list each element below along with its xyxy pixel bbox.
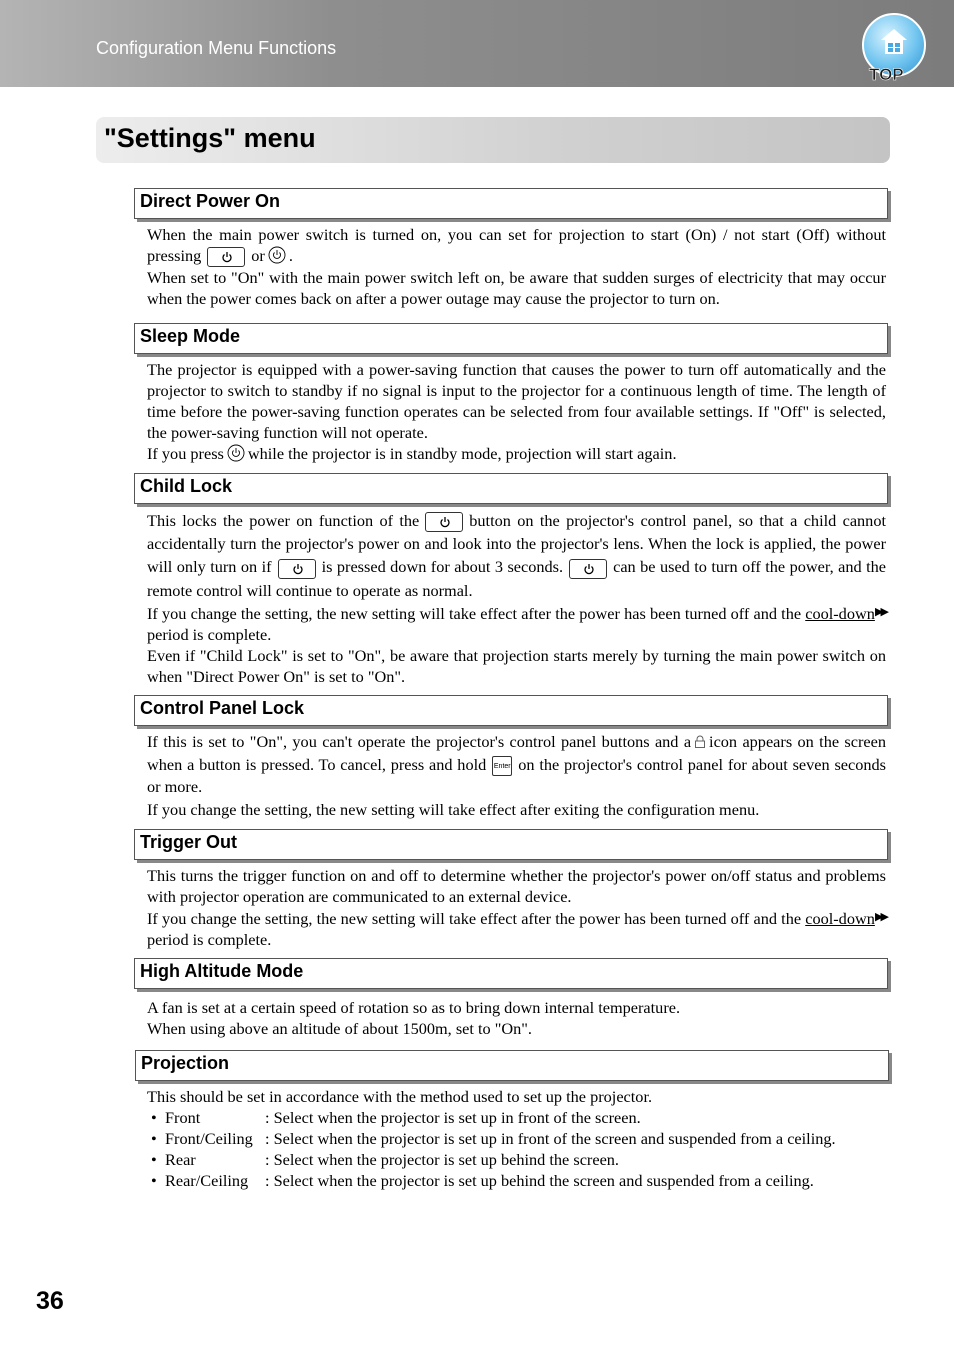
link-arrow-icon: ▶▶: [874, 911, 886, 923]
section-title: Child Lock: [140, 476, 233, 496]
option-label: Front/Ceiling: [165, 1129, 253, 1148]
section-header-control-panel-lock: [134, 695, 888, 726]
text: If you change the setting, the new setting will take effect after the power has been turned off and the: [147, 909, 802, 928]
section-title: Projection: [141, 1053, 230, 1073]
section-header-direct-power-on: [134, 188, 888, 219]
enter-button-icon: Enter: [492, 756, 512, 776]
section-header-trigger-out: [134, 829, 888, 860]
option-label: Front: [165, 1108, 201, 1127]
paragraph: When set to "On" with the main power switch left on, be aware that sudden surges of electricity that may occur when the power comes back on after a power outage may cause the projector to turn on.: [147, 268, 886, 309]
section-body-direct-power-on: [147, 224, 886, 309]
section-body-sleep-mode: [147, 359, 886, 464]
paragraph: When using above an altitude of about 1500m, set to "On".: [147, 1019, 532, 1038]
paragraph: Even if "Child Lock" is set to "On", be aware that projection starts merely by turning the main power switch on when "Direct Power On" is set to "On".: [147, 645, 886, 686]
text: This locks the power on function of the: [147, 511, 420, 530]
paragraph: The projector is equipped with a power-saving function that causes the power to turn off automatically and the projector to switch to standby if no signal is input to the projector for a continuous length of time. The length of time before the power-saving function operates can be selected from four available settings. If "Off" is selected, the power-saving function will not operate.: [147, 360, 886, 442]
projection-options-list: [151, 1107, 836, 1191]
section-title: High Altitude Mode: [140, 961, 304, 981]
paragraph: [147, 443, 886, 464]
text: period is complete.: [147, 624, 272, 644]
section-title: Trigger Out: [140, 832, 238, 852]
text: can be used to turn off the power, and the remote control will continue to operate as normal.: [147, 557, 886, 600]
text: button on the projector's control panel, so that a child cannot accidentally turn the projector's power on and look into the projector's lens. When the lock is applied, the power will only turn on if: [147, 511, 886, 577]
section-body-projection: [147, 1086, 886, 1107]
paragraph: [147, 907, 886, 950]
page-number: 36: [36, 1287, 64, 1315]
text: or: [251, 246, 265, 265]
paragraph: [147, 509, 886, 602]
list-item: [151, 1128, 836, 1149]
paragraph: [147, 602, 886, 645]
header-title: Configuration Menu Functions: [96, 38, 337, 58]
remote-power-icon: [268, 246, 286, 264]
section-title: Sleep Mode: [140, 326, 241, 346]
paragraph: [147, 731, 886, 799]
bullet: •: [151, 1150, 157, 1169]
top-label: TOP: [869, 65, 904, 84]
glossary-link-cool-down[interactable]: cool-down: [805, 603, 875, 623]
text: while the projector is in standby mode, projection will start again.: [247, 444, 677, 463]
text: If this is set to "On", you can't operate the projector's control panel buttons and a: [147, 732, 692, 751]
paragraph: A fan is set at a certain speed of rotation so as to bring down internal temperature.: [147, 998, 681, 1017]
text: If you change the setting, the new setting will take effect after the power has been turned off and the: [147, 603, 802, 623]
bullet: •: [151, 1129, 157, 1148]
text: period is complete.: [147, 930, 272, 949]
link-arrow-icon: ▶▶: [874, 605, 886, 618]
paragraph: This turns the trigger function on and off to determine whether the projector's power on/off status and problems with projector operation are communicated to an external device.: [147, 866, 886, 906]
text: If you press: [147, 444, 224, 463]
option-description: : Select when the projector is set up in front of the screen and suspended from a ceiling.: [265, 1129, 836, 1148]
paragraph: This should be set in accordance with the method used to set up the projector.: [147, 1087, 653, 1106]
section-header-projection: [135, 1050, 889, 1081]
option-description: : Select when the projector is set up behind the screen.: [265, 1150, 620, 1169]
section-title: Direct Power On: [140, 191, 281, 211]
remote-power-icon: [227, 444, 245, 462]
option-label: Rear: [165, 1150, 196, 1169]
text: icon appears on the screen when a button is pressed. To cancel, press and hold: [147, 732, 886, 774]
top-button[interactable]: [861, 13, 927, 83]
section-header-child-lock: [134, 473, 888, 504]
power-button-icon: [569, 559, 607, 579]
text: .: [288, 246, 293, 265]
menu-title-bar: [96, 117, 890, 163]
bullet: •: [151, 1171, 157, 1190]
section-body-child-lock: [147, 509, 886, 687]
section-title: Control Panel Lock: [140, 698, 305, 718]
section-header-high-altitude-mode: [134, 958, 888, 989]
bullet: •: [151, 1108, 157, 1127]
paragraph: If you change the setting, the new setting will take effect after exiting the configuration menu.: [147, 799, 760, 819]
page-header: [0, 0, 954, 87]
section-body-high-altitude-mode: [147, 997, 886, 1039]
page-title: "Settings" menu: [104, 123, 316, 153]
option-label: Rear/Ceiling: [165, 1171, 249, 1190]
lock-icon: [694, 735, 706, 748]
section-body-control-panel-lock: [147, 731, 886, 821]
option-description: : Select when the projector is set up behind the screen and suspended from a ceiling.: [265, 1171, 814, 1190]
home-icon: [879, 27, 909, 57]
list-item: [151, 1149, 836, 1170]
list-item: [151, 1107, 836, 1128]
text: When the main power switch is turned on, you can set for projection to start (On) / not start (Off) without pressing: [147, 225, 886, 265]
section-body-trigger-out: [147, 865, 886, 950]
power-button-icon: [425, 512, 463, 532]
power-button-icon: [278, 559, 316, 579]
option-description: : Select when the projector is set up in front of the screen.: [265, 1108, 641, 1127]
text: on the projector's control panel for about seven seconds or more.: [147, 754, 887, 796]
text: is pressed down for about 3 seconds.: [321, 557, 564, 577]
power-button-icon: [207, 247, 245, 267]
paragraph: [147, 224, 886, 267]
section-header-sleep-mode: [134, 323, 888, 354]
glossary-link-cool-down[interactable]: cool-down: [805, 909, 875, 928]
list-item: [151, 1170, 836, 1191]
